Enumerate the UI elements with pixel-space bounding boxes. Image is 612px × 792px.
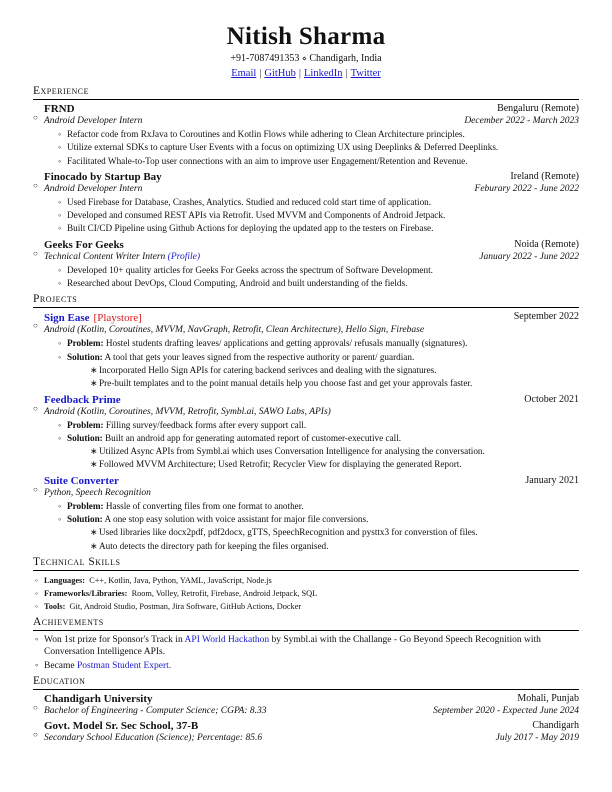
linkedin-link[interactable]: LinkedIn bbox=[304, 68, 343, 79]
detail-item: ∗ Incorporated Hello Sign APIs for catering backend serivces and dealing with the signatures. bbox=[90, 364, 579, 377]
experience-entry bbox=[33, 103, 579, 168]
diamond-separator-icon: ⋄ bbox=[301, 54, 307, 63]
skill-item: ◦ Tools: Git, Android Studio, Postman, Jira Software, GitHub Actions, Docker bbox=[35, 600, 579, 613]
list-item: ◦ Used Firebase for Database, Crashes, Analytics. Studied and reduced cold start time of application. bbox=[58, 196, 579, 209]
job-dates: Feburary 2022 - June 2022 bbox=[474, 183, 579, 194]
resume-page bbox=[33, 22, 579, 744]
experience-entry bbox=[33, 171, 579, 236]
school: Chandigarh University bbox=[44, 693, 153, 706]
detail-item: ∗ Auto detects the directory path for keeping the files organised. bbox=[90, 540, 579, 553]
edu-dates: September 2020 - Expected June 2024 bbox=[433, 706, 579, 717]
solution-item: ◦ Solution: A one stop easy solution with voice assistant for major file conversions. ∗ Used libraries like docx2pdf, pdf2docx, gTTS, SpeechRecognition and pysttx3 for converstion of files. ∗ Auto detects the directory path for keeping the files organised. bbox=[58, 513, 579, 553]
school-location: Chandigarh bbox=[532, 720, 579, 732]
edu-dates: July 2017 - May 2019 bbox=[495, 733, 579, 744]
achievement-item: ◦ Won 1st prize for Sponsor's Track in API World Hackathon by Symbl.ai with the Challange - Go Beyond Speech Recognition with Conversation Intelligence APIs. bbox=[35, 634, 579, 659]
solution-item: ◦ Solution: Built an android app for generating automated report of customer-executive call. ∗ Utilized Async APIs from Symbl.ai which uses Conversation Intelligence for analysing the conversation. ∗ Followed MVVM Architecture; Used Retrofit; Recycler View for displaying the generated Report. bbox=[58, 432, 579, 472]
twitter-link[interactable]: Twitter bbox=[350, 68, 381, 79]
bullet-icon: ○ bbox=[33, 703, 38, 713]
bullet-icon: ○ bbox=[33, 248, 38, 258]
contact-line bbox=[33, 52, 579, 66]
project-stack: Python, Speech Recognition bbox=[44, 487, 151, 498]
project-stack: Android (Kotlin, Coroutines, MVVM, NavGraph, Retrofit, Clean Architecture), Hello Sign, Firebase bbox=[44, 325, 425, 336]
job-location: Bengaluru (Remote) bbox=[497, 103, 579, 114]
github-link[interactable]: GitHub bbox=[264, 68, 296, 79]
project-stack: Android (Kotlin, Coroutines, MVVM, Retrofit, Symbl.ai, SAWO Labs, APIs) bbox=[44, 406, 331, 417]
education-entry bbox=[33, 693, 579, 717]
achievement-item: ◦ Became Postman Student Expert. bbox=[35, 660, 579, 673]
bullet-icon: ○ bbox=[33, 484, 38, 494]
project-title-link[interactable]: Sign Ease bbox=[44, 312, 90, 325]
location: Chandigarh, India bbox=[309, 53, 382, 64]
project-entry bbox=[33, 394, 579, 472]
detail-item: ∗ Utilized Async APIs from Symbl.ai which uses Conversation Intelligence for analysing the conversation. bbox=[90, 445, 579, 458]
email-link[interactable]: Email bbox=[231, 68, 257, 79]
school-location: Mohali, Punjab bbox=[517, 693, 579, 705]
list-item: ◦ Developed and consumed REST APIs via Retrofit. Used MVVM and Components of Android Jetpack. bbox=[58, 209, 579, 222]
section-skills: Technical Skills bbox=[33, 556, 579, 571]
school: Govt. Model Sr. Sec School, 37-B bbox=[44, 720, 199, 733]
playstore-link[interactable]: [Playstore] bbox=[93, 312, 142, 325]
detail-item: ∗ Used libraries like docx2pdf, pdf2docx, gTTS, SpeechRecognition and pysttx3 for converstion of files. bbox=[90, 526, 579, 539]
project-title-link[interactable]: Feedback Prime bbox=[44, 393, 121, 406]
project-date: September 2022 bbox=[513, 311, 579, 323]
job-dates: December 2022 - March 2023 bbox=[464, 116, 579, 126]
detail-item: ∗ Pre-built templates and to the point manual details help you choose fast and get your approvals faster. bbox=[90, 377, 579, 390]
project-entry bbox=[33, 311, 579, 390]
candidate-name: Nitish Sharma bbox=[226, 23, 386, 50]
skill-item: ◦ Languages: C++, Kotlin, Java, Python, YAML, JavaScript, Node.js bbox=[35, 574, 579, 587]
project-entry bbox=[33, 475, 579, 553]
problem-item: ◦ Problem: Hassle of converting files from one format to another. bbox=[58, 500, 579, 513]
section-achievements: Achievements bbox=[33, 616, 579, 631]
job-role: Technical Content Writer Intern bbox=[44, 251, 166, 262]
company: Geeks For Geeks bbox=[44, 238, 124, 251]
project-title-link[interactable]: Suite Converter bbox=[44, 474, 119, 487]
project-date: October 2021 bbox=[524, 393, 579, 405]
problem-item: ◦ Problem: Filling survey/feedback forms after every support call. bbox=[58, 419, 579, 432]
list-item: ◦ Researched about DevOps, Cloud Computing, Android and built understanding of the fields. bbox=[58, 277, 579, 290]
bullet-icon: ○ bbox=[33, 113, 38, 122]
job-dates: January 2022 - June 2022 bbox=[479, 251, 579, 262]
list-item: ◦ Facilitated Whale-to-Top user connections with an aim to improve user Engagement/Retention and Revenue. bbox=[58, 155, 579, 168]
list-item: ◦ Built CI/CD Pipeline using Github Actions for deploying the updated app to the testers on Firebase. bbox=[58, 222, 579, 235]
education-entry bbox=[33, 720, 579, 744]
job-location: Ireland (Remote) bbox=[510, 170, 579, 182]
postman-link[interactable]: Postman Student Expert. bbox=[76, 660, 172, 671]
job-role: Android Developer Intern bbox=[44, 116, 143, 126]
profile-links: Email | GitHub | LinkedIn | Twitter bbox=[231, 68, 381, 79]
bullet-icon: ○ bbox=[33, 730, 38, 740]
list-item: ◦ Utilize external SDKs to capture User Events with a focus on optimizing UX using Deeplinks & Deferred Deeplinks. bbox=[58, 141, 579, 154]
company: FRND bbox=[44, 103, 75, 115]
problem-item: ◦ Problem: Hostel students drafting leaves/ applications and getting approvals/ refusals manually (signatures). bbox=[58, 337, 579, 350]
degree: Secondary School Education (Science); Percentage: 85.6 bbox=[44, 733, 263, 744]
bullet-icon: ○ bbox=[33, 403, 38, 413]
solution-item: ◦ Solution: A tool that gets your leaves signed from the respective authority or parent/ guardian. ∗ Incorporated Hello Sign APIs for catering backend serivces and dealing with the signatures. ∗ Pre-built templates and to the point manual details help you choose fast and get your approvals faster. bbox=[58, 351, 579, 391]
company: Finocado by Startup Bay bbox=[44, 170, 162, 183]
hackathon-link[interactable]: API World Hackathon bbox=[184, 634, 270, 645]
list-item: ◦ Refactor code from RxJava to Coroutines and Kotlin Flows while adhering to Clean Architecture principles. bbox=[58, 128, 579, 141]
job-role: Android Developer Intern bbox=[44, 183, 143, 194]
profile-link[interactable]: (Profile) bbox=[167, 251, 201, 262]
project-date: January 2021 bbox=[525, 474, 579, 486]
section-experience: Experience bbox=[33, 85, 579, 100]
job-location: Noida (Remote) bbox=[514, 238, 579, 250]
section-projects: Projects bbox=[33, 293, 579, 308]
detail-item: ∗ Followed MVVM Architecture; Used Retrofit; Recycler View for displaying the generated Report. bbox=[90, 458, 579, 471]
degree: Bachelor of Engineering - Computer Science; CGPA: 8.33 bbox=[44, 706, 267, 717]
skill-item: ◦ Frameworks/Libraries: Room, Volley, Retrofit, Firebase, Android Jetpack, SQL bbox=[35, 587, 579, 600]
list-item: ◦ Developed 10+ quality articles for Geeks For Geeks across the spectrum of Software Development. bbox=[58, 264, 579, 277]
experience-entry bbox=[33, 239, 579, 291]
section-education: Education bbox=[33, 675, 579, 690]
phone: +91-7087491353 bbox=[230, 53, 300, 64]
bullet-icon: ○ bbox=[33, 180, 38, 190]
bullet-icon: ○ bbox=[33, 321, 38, 331]
